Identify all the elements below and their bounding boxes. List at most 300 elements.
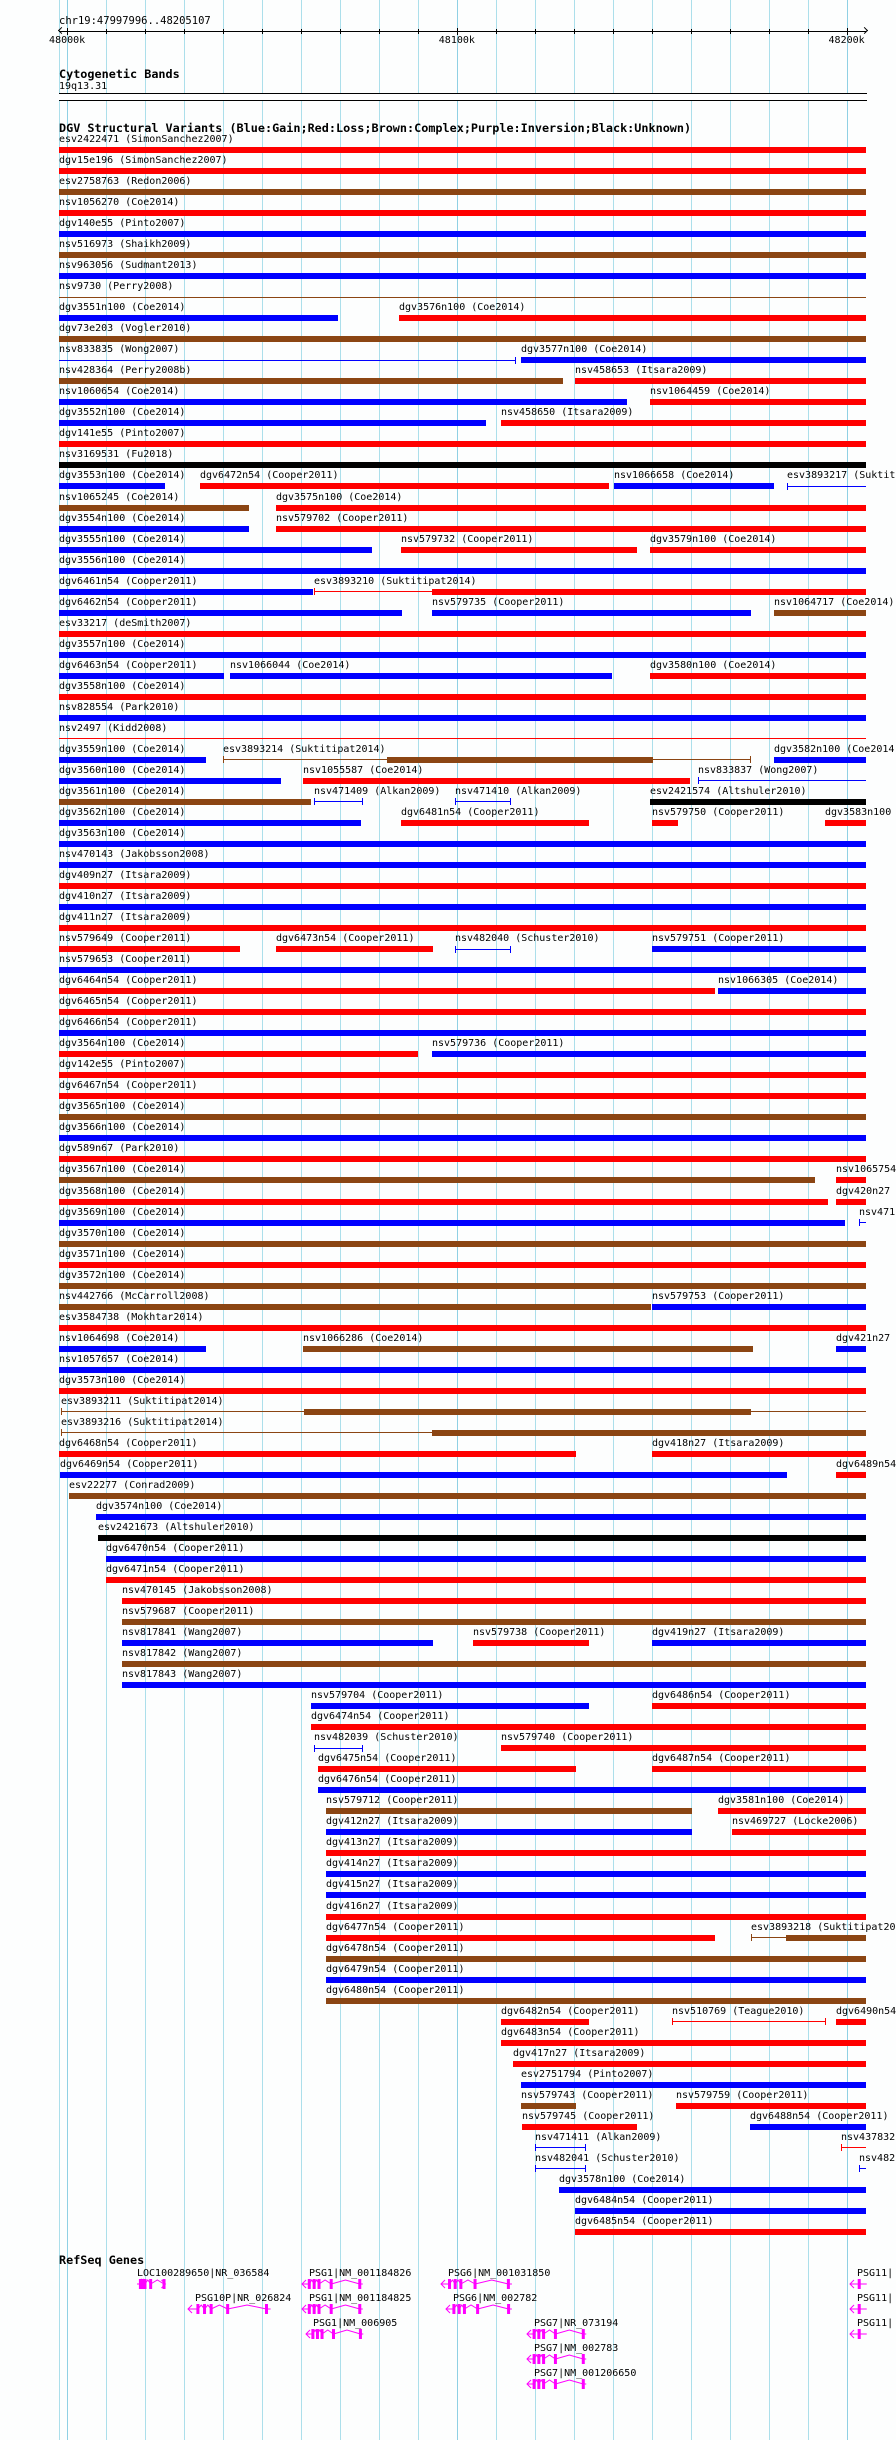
variant-bar[interactable] <box>326 1850 867 1856</box>
variant-core-bar[interactable] <box>304 1409 750 1415</box>
exon-block <box>318 2279 321 2289</box>
variant-bar[interactable] <box>59 462 866 468</box>
variant-bar[interactable] <box>501 2040 866 2046</box>
gene-model[interactable] <box>302 2279 365 2291</box>
variant-bar[interactable] <box>59 1283 866 1289</box>
variant-bar[interactable] <box>59 568 866 574</box>
variant-bar[interactable] <box>59 399 626 405</box>
variant-bar[interactable] <box>650 799 866 805</box>
variant-label: nsv9730 (Perry2008) <box>59 281 174 292</box>
variant-bar[interactable] <box>401 547 637 553</box>
variant-bar[interactable] <box>401 820 588 826</box>
dgv-track-title: DGV Structural Variants (Blue:Gain;Red:Loss;Brown:Complex;Purple:Inversion;Black:Unknown) <box>59 121 692 135</box>
gene-model[interactable] <box>527 2354 588 2366</box>
variant-bar[interactable] <box>59 946 240 952</box>
variant-bar[interactable] <box>652 820 678 826</box>
variant-label: dgv6478n54 (Cooper2011) <box>326 1943 465 1954</box>
variant-bar[interactable] <box>650 673 866 679</box>
variant-bar[interactable] <box>326 1998 867 2004</box>
variant-bar[interactable] <box>59 1009 866 1015</box>
variant-label: nsv817843 (Wang2007) <box>122 1669 243 1680</box>
variant-label: dgv3570n100 (Coe2014) <box>59 1228 186 1239</box>
variant-extent-line <box>59 360 516 361</box>
variant-bar[interactable] <box>59 1367 866 1373</box>
variant-label: dgv421n27 <box>836 1333 891 1344</box>
variant-label: dgv6465n54 (Cooper2011) <box>59 996 198 1007</box>
variant-label: dgv6474n54 (Cooper2011) <box>311 1711 450 1722</box>
variant-end-tick <box>750 756 751 763</box>
variant-label: nsv469727 (Locke2006) <box>732 1816 859 1827</box>
intron-line <box>331 2305 360 2309</box>
cytoband-label: 19q13.31 <box>59 81 108 92</box>
gene-model[interactable] <box>441 2279 514 2291</box>
variant-bar[interactable] <box>60 1472 786 1478</box>
variant-bar[interactable] <box>59 715 866 721</box>
variant-label: dgv411n27 (Itsara2009) <box>59 912 192 923</box>
variant-bar[interactable] <box>276 946 433 952</box>
variant-bar[interactable] <box>559 2187 866 2193</box>
variant-bar[interactable] <box>59 336 866 342</box>
intron-line <box>478 2305 509 2309</box>
variant-label: nsv471 <box>859 1207 896 1218</box>
variant-label: dgv3555n100 (Coe2014) <box>59 534 186 545</box>
variant-label: nsv482041 (Schuster2010) <box>535 2153 680 2164</box>
variant-bar[interactable] <box>303 1346 753 1352</box>
variant-bar[interactable] <box>59 1093 866 1099</box>
variant-bar[interactable] <box>106 1577 866 1583</box>
variant-bar[interactable] <box>59 315 337 321</box>
variant-bar[interactable] <box>326 1914 867 1920</box>
variant-bar[interactable] <box>650 547 866 553</box>
variant-label: esv2421574 (Altshuler2010) <box>650 786 807 797</box>
variant-bar[interactable] <box>230 673 612 679</box>
variant-bar[interactable] <box>122 1619 867 1625</box>
variant-bar[interactable] <box>96 1514 866 1520</box>
intron-line <box>322 2330 333 2334</box>
variant-label: dgv3578n100 (Coe2014) <box>559 2174 686 2185</box>
ruler-tick <box>301 29 302 34</box>
variant-label: dgv3582n100 (Coe2014 <box>774 744 895 755</box>
variant-bar[interactable] <box>652 1640 866 1646</box>
variant-label: nsv817841 (Wang2007) <box>122 1627 243 1638</box>
variant-bar[interactable] <box>473 1640 588 1646</box>
variant-bar[interactable] <box>59 505 249 511</box>
variant-label: nsv1064717 (Coe2014) <box>774 597 895 608</box>
variant-bar[interactable] <box>59 1072 866 1078</box>
variant-bar[interactable] <box>59 1030 866 1036</box>
gene-model[interactable] <box>527 2379 588 2391</box>
variant-end-tick <box>362 1745 363 1752</box>
ruler-tick <box>457 28 458 35</box>
variant-label: dgv6473n54 (Cooper2011) <box>276 933 415 944</box>
gene-model[interactable] <box>850 2279 869 2291</box>
variant-bar[interactable] <box>59 483 165 489</box>
variant-bar[interactable] <box>59 168 866 174</box>
variant-extent-line <box>787 486 867 487</box>
variant-bar[interactable] <box>521 357 867 363</box>
ruler-tick <box>262 29 263 34</box>
variant-bar[interactable] <box>59 925 866 931</box>
variant-label: dgv3559n100 (Coe2014) <box>59 744 186 755</box>
variant-bar[interactable] <box>59 1388 866 1394</box>
variant-label: dgv6467n54 (Cooper2011) <box>59 1080 198 1091</box>
variant-bar[interactable] <box>774 610 866 616</box>
ruler-tick <box>652 29 653 34</box>
variant-bar[interactable] <box>59 210 866 216</box>
variant-start-tick <box>455 798 456 805</box>
variant-bar[interactable] <box>59 904 866 910</box>
variant-bar[interactable] <box>59 547 372 553</box>
variant-bar[interactable] <box>326 1892 867 1898</box>
variant-label: dgv6482n54 (Cooper2011) <box>501 2006 640 2017</box>
variant-bar[interactable] <box>122 1682 867 1688</box>
variant-extent-line <box>314 1748 363 1749</box>
gene-label: PSG6|NM_002782 <box>453 2293 538 2304</box>
variant-label: esv3893218 (Suktitipat20 <box>751 1922 896 1933</box>
variant-bar[interactable] <box>432 1051 866 1057</box>
variant-bar[interactable] <box>59 189 866 195</box>
variant-label: nsv2497 (Kidd2008) <box>59 723 168 734</box>
variant-bar[interactable] <box>676 2103 866 2109</box>
variant-bar[interactable] <box>318 1766 576 1772</box>
intron-line <box>211 2305 228 2309</box>
variant-bar[interactable] <box>59 652 866 658</box>
variant-bar[interactable] <box>652 1451 866 1457</box>
intron-line <box>331 2280 360 2284</box>
variant-bar[interactable] <box>521 2103 576 2109</box>
exon-block <box>532 2329 535 2339</box>
variant-bar[interactable] <box>521 2082 866 2088</box>
variant-label: nsv1066044 (Coe2014) <box>230 660 351 671</box>
variant-label: dgv416n27 (Itsara2009) <box>326 1901 459 1912</box>
variant-label: dgv6475n54 (Cooper2011) <box>318 1753 457 1764</box>
variant-bar[interactable] <box>326 1871 867 1877</box>
gene-label: PSG1|NM_001184826 <box>309 2268 412 2279</box>
variant-label: dgv417n27 (Itsara2009) <box>513 2048 646 2059</box>
variant-bar[interactable] <box>59 1451 576 1457</box>
variant-label: dgv6461n54 (Cooper2011) <box>59 576 198 587</box>
variant-start-tick <box>314 798 315 805</box>
intron-line <box>555 2330 583 2334</box>
variant-label: dgv3573n100 (Coe2014) <box>59 1375 186 1386</box>
variant-bar[interactable] <box>575 2208 867 2214</box>
intron-line <box>228 2305 267 2309</box>
refseq-track-title: RefSeq Genes <box>59 2253 145 2267</box>
gene-model[interactable] <box>446 2304 514 2316</box>
variant-label: nsv482 <box>859 2153 896 2164</box>
variant-label: dgv3553n100 (Coe2014) <box>59 470 186 481</box>
variant-label: dgv3560n100 (Coe2014) <box>59 765 186 776</box>
variant-label: nsv1056270 (Coe2014) <box>59 197 180 208</box>
intron-line <box>333 2330 360 2334</box>
variant-start-tick <box>698 777 699 784</box>
variant-label: nsv828554 (Park2010) <box>59 702 180 713</box>
variant-bar[interactable] <box>59 1199 828 1205</box>
gene-model[interactable] <box>188 2304 273 2316</box>
variant-bar[interactable] <box>774 757 866 763</box>
variant-label: nsv470143 (Jakobsson2008) <box>59 849 210 860</box>
variant-label: nsv833835 (Wong2007) <box>59 344 180 355</box>
variant-bar[interactable] <box>59 862 866 868</box>
variant-label: dgv3564n100 (Coe2014) <box>59 1038 186 1049</box>
variant-label: nsv579732 (Cooper2011) <box>401 534 534 545</box>
variant-bar[interactable] <box>122 1640 433 1646</box>
variant-label: nsv579702 (Cooper2011) <box>276 513 409 524</box>
ruler-tick <box>184 29 185 34</box>
gene-label: PSG7|NM_002783 <box>534 2343 619 2354</box>
variant-bar[interactable] <box>836 1472 866 1478</box>
variant-bar[interactable] <box>513 2061 866 2067</box>
variant-label: dgv6490n54 <box>836 2006 896 2017</box>
variant-label: dgv3575n100 (Coe2014) <box>276 492 403 503</box>
variant-bar[interactable] <box>836 1177 866 1183</box>
variant-label: nsv579759 (Cooper2011) <box>676 2090 809 2101</box>
variant-bar[interactable] <box>59 378 563 384</box>
variant-bar[interactable] <box>59 1262 866 1268</box>
variant-bar[interactable] <box>836 2019 866 2025</box>
variant-bar[interactable] <box>276 505 866 511</box>
variant-label: nsv579712 (Cooper2011) <box>326 1795 459 1806</box>
variant-bar[interactable] <box>59 1051 418 1057</box>
variant-label: esv3893211 (Suktitipat2014) <box>61 1396 224 1407</box>
variant-bar[interactable] <box>652 946 866 952</box>
variant-bar[interactable] <box>522 2124 637 2130</box>
variant-bar[interactable] <box>326 1808 693 1814</box>
variant-bar[interactable] <box>650 399 866 405</box>
variant-bar[interactable] <box>575 2229 867 2235</box>
variant-label: dgv6480n54 (Cooper2011) <box>326 1985 465 1996</box>
variant-bar[interactable] <box>399 315 867 321</box>
gene-model[interactable] <box>527 2329 588 2341</box>
variant-bar[interactable] <box>432 610 750 616</box>
variant-label: dgv140e55 (Pinto2007) <box>59 218 186 229</box>
variant-label: nsv1064459 (Coe2014) <box>650 386 771 397</box>
gene-model[interactable] <box>850 2329 869 2341</box>
variant-core-bar[interactable] <box>786 1935 867 1941</box>
variant-label: dgv3574n100 (Coe2014) <box>96 1501 223 1512</box>
variant-bar[interactable] <box>59 1304 651 1310</box>
variant-label: dgv6463n54 (Cooper2011) <box>59 660 198 671</box>
variant-bar[interactable] <box>59 1135 866 1141</box>
variant-label: dgv6476n54 (Cooper2011) <box>318 1774 457 1785</box>
variant-label: dgv412n27 (Itsara2009) <box>326 1816 459 1827</box>
ruler-tick-label: 48100k <box>438 35 475 46</box>
variant-bar[interactable] <box>501 420 866 426</box>
variant-extent-line <box>698 780 866 781</box>
variant-label: nsv482040 (Schuster2010) <box>455 933 600 944</box>
variant-label: nsv3169531 (Fu2018) <box>59 449 174 460</box>
variant-bar[interactable] <box>311 1724 866 1730</box>
variant-bar[interactable] <box>303 778 689 784</box>
variant-label: esv3893217 (Suktit <box>787 470 896 481</box>
gene-label: PSG11| <box>857 2268 894 2279</box>
intron-line <box>555 2380 583 2384</box>
variant-bar[interactable] <box>59 1177 815 1183</box>
variant-bar[interactable] <box>59 799 311 805</box>
variant-label: dgv6470n54 (Cooper2011) <box>106 1543 245 1554</box>
variant-extent-line <box>859 1222 866 1223</box>
variant-bar[interactable] <box>575 378 867 384</box>
variant-label: nsv516973 (Shaikh2009) <box>59 239 192 250</box>
variant-start-tick <box>455 946 456 953</box>
variant-bar[interactable] <box>69 1493 866 1499</box>
variant-label: nsv1064698 (Coe2014) <box>59 1333 180 1344</box>
variant-bar[interactable] <box>326 1977 867 1983</box>
variant-bar[interactable] <box>59 988 715 994</box>
variant-label: dgv3565n100 (Coe2014) <box>59 1101 186 1112</box>
intron-line <box>543 2380 555 2384</box>
variant-bar[interactable] <box>732 1829 866 1835</box>
variant-label: nsv470145 (Jakobsson2008) <box>122 1585 273 1596</box>
variant-bar[interactable] <box>59 1220 844 1226</box>
variant-bar[interactable] <box>59 526 249 532</box>
variant-label: nsv963056 (Sudmant2013) <box>59 260 198 271</box>
variant-bar[interactable] <box>59 1325 866 1331</box>
variant-bar[interactable] <box>59 420 486 426</box>
variant-label: dgv3563n100 (Coe2014) <box>59 828 186 839</box>
variant-label: dgv418n27 (Itsara2009) <box>652 1438 785 1449</box>
ruler-right-arrow <box>860 27 867 34</box>
variant-extent-line <box>59 738 866 739</box>
variant-bar[interactable] <box>836 1199 866 1205</box>
variant-extent-line <box>672 2021 826 2022</box>
variant-bar[interactable] <box>106 1556 866 1562</box>
variant-bar[interactable] <box>59 967 866 973</box>
variant-bar[interactable] <box>59 441 866 447</box>
gene-model[interactable] <box>306 2329 365 2341</box>
variant-label: dgv3576n100 (Coe2014) <box>399 302 526 313</box>
variant-bar[interactable] <box>59 1114 866 1120</box>
variant-bar[interactable] <box>59 757 206 763</box>
variant-label: esv3584738 (Mokhtar2014) <box>59 1312 204 1323</box>
variant-label: nsv579745 (Cooper2011) <box>522 2111 655 2122</box>
variant-bar[interactable] <box>326 1829 693 1835</box>
variant-bar[interactable] <box>326 1956 867 1962</box>
variant-extent-line <box>455 949 511 950</box>
variant-bar[interactable] <box>652 1304 866 1310</box>
variant-label: esv3893214 (Suktitipat2014) <box>223 744 386 755</box>
variant-bar[interactable] <box>59 820 360 826</box>
variant-label: nsv579740 (Cooper2011) <box>501 1732 634 1743</box>
variant-label: nsv579653 (Cooper2011) <box>59 954 192 965</box>
variant-label: nsv458653 (Itsara2009) <box>575 365 708 376</box>
variant-label: dgv3581n100 (Coe2014) <box>718 1795 845 1806</box>
variant-label: dgv73e203 (Vogler2010) <box>59 323 192 334</box>
intron-line <box>543 2355 555 2359</box>
variant-bar[interactable] <box>59 610 402 616</box>
variant-label: nsv428364 (Perry2008b) <box>59 365 192 376</box>
gene-model[interactable] <box>850 2304 869 2316</box>
variant-start-tick <box>841 2144 842 2151</box>
variant-bar[interactable] <box>652 1703 866 1709</box>
variant-bar[interactable] <box>59 841 866 847</box>
variant-bar[interactable] <box>59 694 866 700</box>
variant-label: dgv6466n54 (Cooper2011) <box>59 1017 198 1028</box>
intron-line <box>475 2280 508 2284</box>
ruler-tick <box>535 29 536 34</box>
gene-label: PSG7|NM_001206650 <box>534 2368 637 2379</box>
variant-extent-line <box>535 2168 586 2169</box>
gene-model[interactable] <box>302 2304 365 2316</box>
variant-bar[interactable] <box>276 526 866 532</box>
variant-start-tick <box>787 483 788 490</box>
variant-start-tick <box>859 1219 860 1226</box>
cytoband-19q13-31[interactable] <box>59 93 867 101</box>
cytogenetic-bands-title: Cytogenetic Bands <box>59 67 180 81</box>
variant-bar[interactable] <box>318 1787 867 1793</box>
variant-bar[interactable] <box>59 147 866 153</box>
variant-bar[interactable] <box>718 988 867 994</box>
variant-label: nsv442766 (McCarroll2008) <box>59 1291 210 1302</box>
variant-core-bar[interactable] <box>387 757 653 763</box>
variant-bar[interactable] <box>59 673 224 679</box>
variant-label: dgv6479n54 (Cooper2011) <box>326 1964 465 1975</box>
variant-bar[interactable] <box>59 273 866 279</box>
ruler-tick-label: 48200k <box>828 35 865 46</box>
variant-bar[interactable] <box>750 2124 867 2130</box>
variant-bar[interactable] <box>59 1241 866 1247</box>
variant-bar[interactable] <box>59 589 313 595</box>
variant-label: nsv437832 <box>841 2132 896 2143</box>
gene-model[interactable] <box>137 2279 167 2291</box>
exon-block <box>143 2279 146 2289</box>
ruler-tick <box>847 28 848 35</box>
variant-start-tick <box>672 2018 673 2025</box>
intron-line <box>461 2280 475 2284</box>
variant-label: nsv579704 (Cooper2011) <box>311 1690 444 1701</box>
variant-bar[interactable] <box>200 483 609 489</box>
variant-label: nsv1065245 (Coe2014) <box>59 492 180 503</box>
variant-bar[interactable] <box>326 1935 716 1941</box>
variant-core-bar[interactable] <box>432 1430 866 1436</box>
variant-label: esv33217 (deSmith2007) <box>59 618 192 629</box>
variant-extent-line <box>59 297 866 298</box>
variant-bar[interactable] <box>122 1661 867 1667</box>
variant-bar[interactable] <box>614 483 775 489</box>
variant-bar[interactable] <box>825 820 867 826</box>
variant-label: dgv142e55 (Pinto2007) <box>59 1059 186 1070</box>
variant-bar[interactable] <box>59 631 866 637</box>
variant-label: dgv3569n100 (Coe2014) <box>59 1207 186 1218</box>
variant-label: dgv3580n100 (Coe2014) <box>650 660 777 671</box>
intron-line <box>464 2305 477 2309</box>
variant-label: dgv6462n54 (Cooper2011) <box>59 597 198 608</box>
variant-start-tick <box>61 1429 62 1436</box>
variant-bar[interactable] <box>59 883 866 889</box>
variant-bar[interactable] <box>501 2019 588 2025</box>
variant-bar[interactable] <box>59 231 866 237</box>
ruler-axis-line <box>59 31 866 32</box>
variant-label: dgv6488n54 (Cooper2011) <box>750 2111 889 2122</box>
variant-label: nsv510769 (Teague2010) <box>672 2006 805 2017</box>
variant-bar[interactable] <box>98 1535 867 1541</box>
variant-bar[interactable] <box>836 1346 866 1352</box>
variant-bar[interactable] <box>652 1766 866 1772</box>
variant-bar[interactable] <box>311 1703 588 1709</box>
variant-bar[interactable] <box>718 1808 867 1814</box>
variant-bar[interactable] <box>122 1598 867 1604</box>
variant-bar[interactable] <box>59 778 280 784</box>
variant-end-tick <box>510 798 511 805</box>
variant-bar[interactable] <box>59 1156 866 1162</box>
variant-core-bar[interactable] <box>432 589 866 595</box>
variant-label: dgv410n27 (Itsara2009) <box>59 891 192 902</box>
variant-bar[interactable] <box>59 1346 206 1352</box>
variant-label: nsv579743 (Cooper2011) <box>521 2090 654 2101</box>
variant-bar[interactable] <box>59 252 866 258</box>
variant-bar[interactable] <box>501 1745 866 1751</box>
variant-label: dgv414n27 (Itsara2009) <box>326 1858 459 1869</box>
